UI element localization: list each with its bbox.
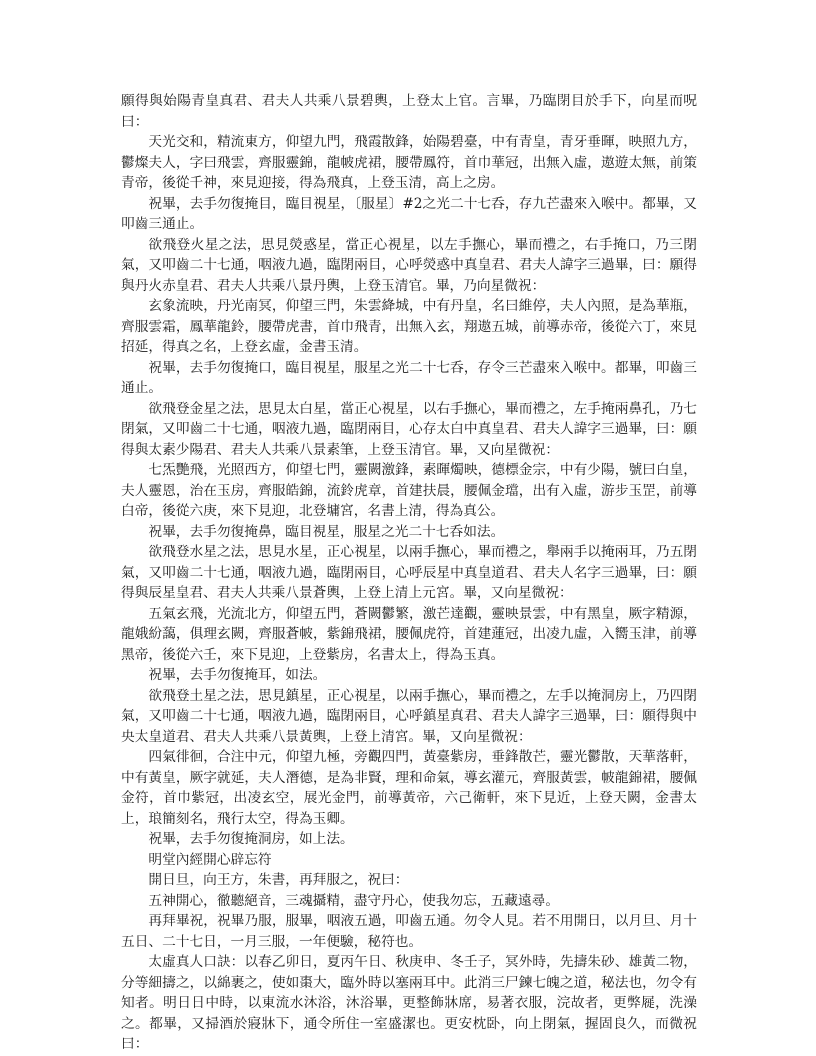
paragraph-incantation-water: 五氣玄飛，光流北方，仰望五門，蒼闕鬱繁，激芒達觀，靈映景雲，中有黑皇，厥字精源，龍娥紛藹，俱理玄闕，齊服蒼帔，紫錦飛裙，腰佩虎符，首建蓮冠，出凌九虛，入嚮玉津，前導黑帝，後從六壬，來下見迎，上登紫房，名書太上，得為玉真。 <box>121 605 697 663</box>
paragraph: 祝畢，去手勿復掩目，臨目視星，〔服星〕#2之光二十七呑，存九芒盡來入喉中。都畢，又叩齒三通止。 <box>121 195 697 232</box>
paragraph-metal-star-method: 欲飛登金星之法，思見太白星，當正心視星，以右手撫心，畢而禮之，左手掩兩鼻孔，乃七閉氣，又叩齒二十七通，咽液九過，臨閉兩目，心存太白中真皇君、君夫人諱字三過畢，曰：願得與太素少陽君、君夫人共乘八景素筆，上登玉清官。畢，又向星微祝： <box>121 400 697 458</box>
paragraph: 祝畢，去手勿復掩鼻，臨目視星，服星之光二十七呑如法。 <box>148 523 505 540</box>
paragraph-incantation: 五神開心，徹聽絕音，三魂攝精，盡守丹心，使我勿忘，五藏遠尋。 <box>148 892 560 909</box>
paragraph-incantation-earth: 四氣徘徊，合注中元，仰望九極，旁觀四門，黃臺紫房，垂鋒散芒，靈光鬱散，天華落軒，中有黃皇，厥字就延，夫人潛德，是為非賢，理和命氣，導玄灌元，齊服黃雲，帔龍錦裙，腰佩金符，首巾紫冠，出凌玄空，展光金門，前導黃帝，六己衛軒，來下見近，上登天闕，金書太上，琅簡刻名，飛行太空，得為玉卿。 <box>121 749 697 827</box>
paragraph-incantation-wood: 天光交和，精流東方，仰望九門，飛霞散鋒，始陽碧臺，中有青皇，青牙垂暉，映照九方，鬱燦夫人，字曰飛雲，齊服靈錦，龍帔虎裙，腰帶鳳符，首巾華冠，出無入虛，遨遊太無，前策青帝，後從千神，來見迎接，得為飛真，上登玉清，高上之房。 <box>121 134 697 191</box>
section-heading: 明堂內經開心辟忘符 <box>148 851 272 868</box>
paragraph: 開日旦，向王方，朱書，再拜服之，祝曰： <box>148 872 409 888</box>
paragraph-incantation-metal: 七炁艷飛，光照西方，仰望七門，靈闕激鋒，素暉燭映，德標金宗，中有少陽，號曰白皇，夫人靈恩，治在玉房，齊服皓錦，流鈴虎章，首建扶晨，腰佩金璫，出有入虛，游步玉罡，前導白帝，後從六庚，來下見迎，北登墉宮，名書上清，得為真公。 <box>121 462 697 519</box>
paragraph-oral-instruction: 太虛真人口訣：以春乙卯日，夏丙午日、秋庚申、冬壬子，冥外時，先擣朱砂、雄黃二物，分等細擣之，以綿裹之，使如棗大，臨外時以塞兩耳中。此消三尸鍊七魄之道，秘法也，勿令有知者。明日日中時，以東流水沐浴，沐浴畢，更整飾牀席，易著衣服，浣故者，更弊屣，洗澡之。都畢，又掃酒於寢牀下，通令所住一室盛潔也。更安枕卧，向上閉氣，握固良久，而微祝曰： <box>121 954 697 1052</box>
paragraph: 祝畢，去手勿復掩口，臨目視星，服星之光二十七呑，存令三芒盡來入喉中。都畢，叩齒三通止。 <box>121 359 697 396</box>
paragraph: 再拜畢祝，祝畢乃服，服畢，咽液五過，叩齒五通。勿令人見。若不用開日，以月旦、月十五日、二十七日，一月三服，一年便驗，秘符也。 <box>121 913 697 950</box>
paragraph-earth-star-method: 欲飛登土星之法，思見鎮星，正心視星，以兩手撫心，畢而禮之，左手以掩洞房上，乃四閉氣，又叩齒二十七通，咽液九過，臨閉兩目，心呼鎮星真君、君夫人諱字三過畢，曰：願得與中央太皇道君、君夫人共乘八景黃輿，上登上清宮。畢，又向星微祝： <box>121 687 697 745</box>
paragraph-water-star-method: 欲飛登水星之法，思見水星，正心視星，以兩手撫心，畢而禮之，舉兩手以掩兩耳，乃五閉氣，又叩齒二十七通，咽液九過，臨閉兩目，心呼辰星中真皇道君、君夫人名字三過畢，曰：願得與辰星皇君、君夫人共乘八景蒼輿，上登上清上元宮。畢，又向星微祝： <box>121 544 697 601</box>
paragraph: 祝畢，去手勿復掩耳，如法。 <box>148 667 327 683</box>
paragraph-fire-star-method: 欲飛登火星之法，思見熒惑星，當正心視星，以左手撫心，畢而禮之，右手掩口，乃三閉氣，又叩齒二十七通，咽液九過，臨閉兩目，心呼熒惑中真皇君、君夫人諱字三過畢，曰：願得與丹火赤皇君、君夫人共乘八景丹輿，上登玉清官。畢，乃向星微祝： <box>121 236 697 294</box>
paragraph-incantation-fire: 玄象流映，丹光南冥，仰望三門，朱雲絳城，中有丹皇，名曰維停，夫人內照，是為華瓶，齊服雲霜，鳳華龍鈴，腰帶虎書，首巾飛青，出無入玄，翔遨五城，前導赤帝，後從六丁，來見招延，得真之名，上登玄虛，金書玉清。 <box>121 298 697 355</box>
document-body <box>121 91 697 1055</box>
paragraph: 祝畢，去手勿復掩洞房，如上法。 <box>148 831 354 847</box>
paragraph-continuation: 願得與始陽青皇真君、君夫人共乘八景碧輿，上登太上官。言畢，乃臨閉目於手下，向星而呪曰： <box>121 93 697 130</box>
